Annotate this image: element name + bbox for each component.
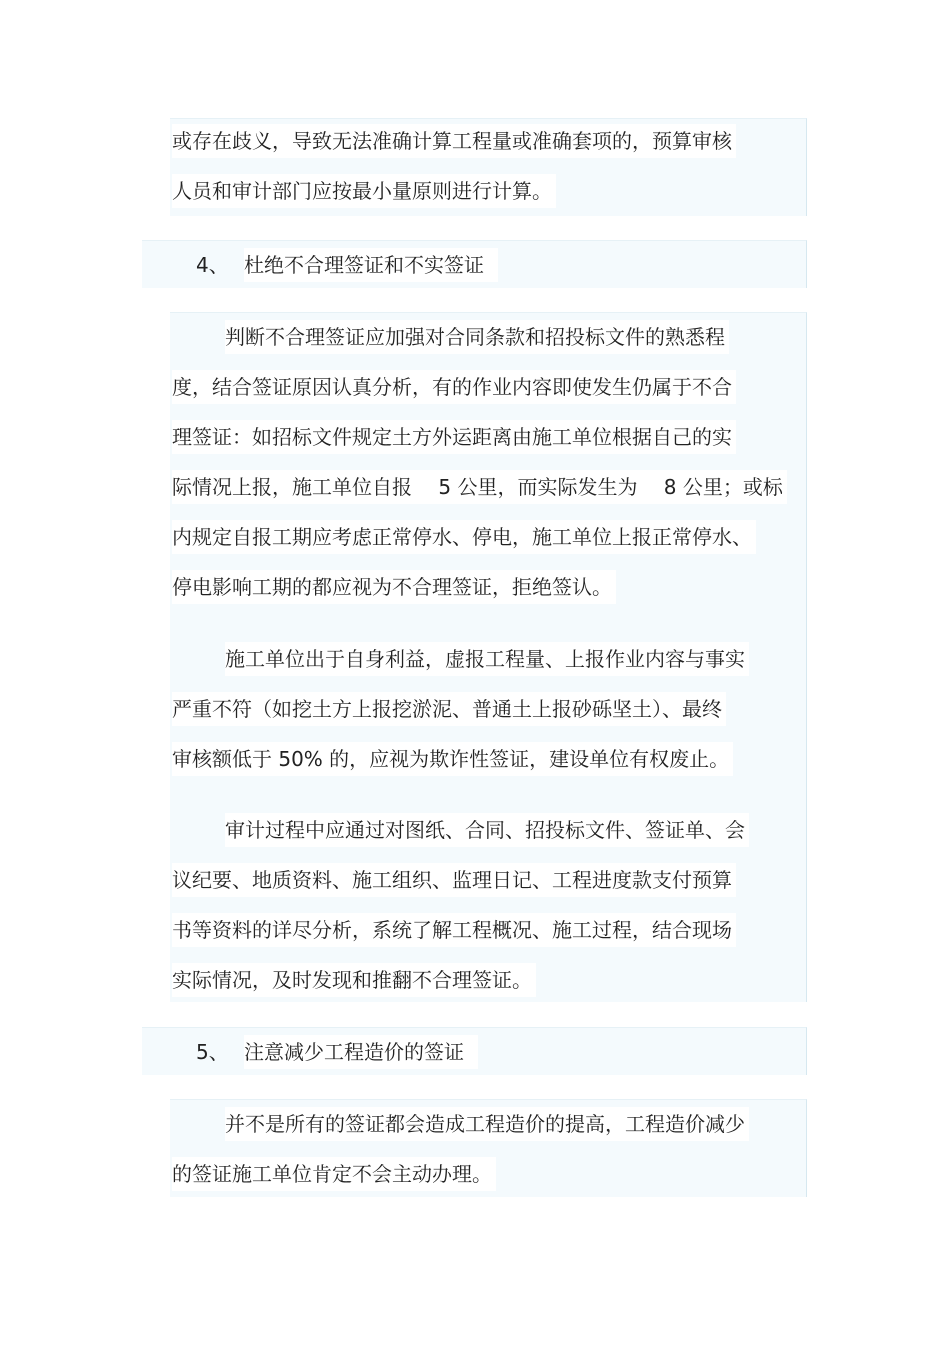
paragraph-2-line-4: 际情况上报，施工单位自报 5 公里，而实际发生为 8 公里；或标 bbox=[172, 470, 787, 504]
section-number-4: 4、 bbox=[196, 253, 229, 277]
paragraph-3-line-1: 施工单位出于自身利益，虚报工程量、上报作业内容与事实 bbox=[225, 642, 749, 676]
paragraph-4-line-4: 实际情况，及时发现和推翻不合理签证。 bbox=[172, 963, 536, 997]
paragraph-3-line-2: 严重不符（如挖土方上报挖淤泥、普通土上报砂砾坚土）、最终 bbox=[172, 692, 726, 726]
section-title-4: 杜绝不合理签证和不实签证 bbox=[244, 248, 498, 282]
paragraph-1-line-2: 人员和审计部门应按最小量原则进行计算。 bbox=[172, 174, 556, 208]
paragraph-2-line-2: 度，结合签证原因认真分析，有的作业内容即使发生仍属于不合 bbox=[172, 370, 736, 404]
paragraph-2-line-1: 判断不合理签证应加强对合同条款和招投标文件的熟悉程 bbox=[225, 320, 729, 354]
paragraph-5-line-2: 的签证施工单位肯定不会主动办理。 bbox=[172, 1157, 496, 1191]
paragraph-2-line-5: 内规定自报工期应考虑正常停水、停电，施工单位上报正常停水、 bbox=[172, 520, 756, 554]
paragraph-1-line-1: 或存在歧义，导致无法准确计算工程量或准确套项的，预算审核 bbox=[172, 124, 736, 158]
paragraph-2-line-6: 停电影响工期的都应视为不合理签证，拒绝签认。 bbox=[172, 570, 616, 604]
paragraph-4-line-2: 议纪要、地质资料、施工组织、监理日记、工程进度款支付预算 bbox=[172, 863, 736, 897]
paragraph-5-line-1: 并不是所有的签证都会造成工程造价的提高，工程造价减少 bbox=[225, 1107, 749, 1141]
paragraph-4-line-1: 审计过程中应通过对图纸、合同、招投标文件、签证单、会 bbox=[225, 813, 749, 847]
paragraph-3-line-3: 审核额低于 50% 的，应视为欺诈性签证，建设单位有权废止。 bbox=[172, 742, 733, 776]
section-number-5: 5、 bbox=[196, 1040, 229, 1064]
paragraph-4-line-3: 书等资料的详尽分析，系统了解工程概况、施工过程，结合现场 bbox=[172, 913, 736, 947]
section-title-5: 注意减少工程造价的签证 bbox=[244, 1035, 478, 1069]
paragraph-2-line-3: 理签证：如招标文件规定土方外运距离由施工单位根据自己的实 bbox=[172, 420, 736, 454]
